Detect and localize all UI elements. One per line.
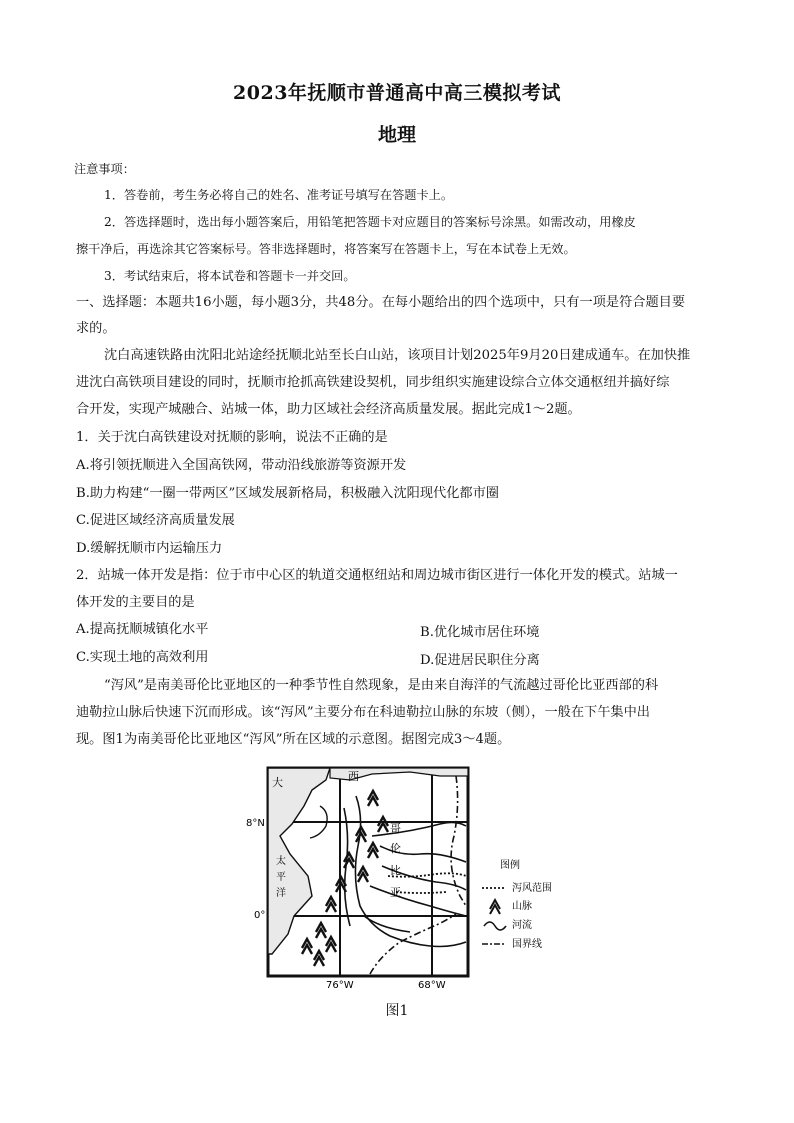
- option-b: B.助力构建“一圈一带两区”区域发展新格局，积极融入沈阳现代化都市圈: [76, 486, 499, 501]
- latitude-label: 0°: [254, 910, 266, 921]
- rivers: [344, 796, 466, 947]
- sea-label: 西: [348, 770, 359, 783]
- notice-item: 擦干净后，再选涂其它答案标号。答非选择题时，将答案写在答题卡上，写在本试卷上无效。: [76, 242, 576, 256]
- passage-line: 现。图1为南美哥伦比亚地区“泻风”所在区域的示意图。据图完成3～4题。: [76, 732, 511, 747]
- passage-line: 沈白高速铁路由沈阳北站途经抚顺北站至长白山站，该项目计划2025年9月20日建成通车。在加快推: [104, 348, 691, 363]
- question-stem: 2．站城一体开发是指：位于市中心区的轨道交通枢纽站和周边城市街区进行一体化开发的模式。站城一: [76, 568, 678, 583]
- option-c: C.实现土地的高效利用: [76, 650, 209, 665]
- sea-label: 大: [272, 776, 283, 789]
- option-d: D.促进居民职住分离: [420, 653, 540, 668]
- option-a: A.将引领抚顺进入全国高铁网，带动沿线旅游等资源开发: [76, 458, 407, 473]
- question-stem: 体开发的主要目的是: [76, 595, 195, 610]
- legend-item: 河流: [512, 920, 532, 931]
- pacific-label: 太: [276, 856, 286, 867]
- notice-heading: 注意事项：: [74, 162, 135, 176]
- option-a: A.提高抚顺城镇化水平: [76, 622, 209, 637]
- map-legend: [482, 858, 552, 950]
- country-label: 亚: [390, 886, 401, 899]
- legend-mountain-symbol: [490, 900, 500, 914]
- notice-item: 3．考试结束后，将本试卷和答题卡一并交回。: [104, 269, 356, 283]
- latitude-label: 8°N: [246, 818, 265, 829]
- option-c: C.促进区域经济高质量发展: [76, 513, 235, 528]
- figure-caption: 图1: [385, 1003, 409, 1019]
- section-heading: 求的。: [76, 321, 116, 336]
- passage-line: 迪勒拉山脉后快速下沉而形成。该“泻风”主要分布在科迪勒拉山脉的东坡（侧），一般在下午集中出: [76, 705, 650, 720]
- section-heading: 一、选择题：本题共16小题，每小题3分，共48分。在每小题给出的四个选项中，只有一项是符合题目要: [76, 295, 686, 310]
- longitude-label: 68°W: [418, 980, 446, 991]
- legend-river-symbol: [484, 922, 506, 930]
- map-svg: [246, 766, 560, 996]
- notice-item: 1．答卷前，考生务必将自己的姓名、准考证号填写在答题卡上。: [104, 188, 454, 202]
- legend-title: 图例: [500, 860, 520, 871]
- country-label: 哥: [390, 822, 401, 835]
- passage-line: “泻风”是南美哥伦比亚地区的一种季节性自然现象，是由来自海洋的气流越过哥伦比亚西部的科: [104, 678, 659, 693]
- legend-item: 国界线: [512, 939, 542, 950]
- option-d: D.缓解抚顺市内运输压力: [76, 541, 223, 556]
- legend-item: 山脉: [512, 901, 532, 912]
- legend-item: 泻风范围: [512, 883, 552, 894]
- pacific-label: 平: [276, 872, 286, 883]
- country-label: 比: [390, 864, 401, 877]
- longitude-label: 76°W: [326, 980, 354, 991]
- notice-item: 2．答选择题时，选出每小题答案后，用铅笔把答题卡对应题目的答案标号涂黑。如需改动，用橡皮: [104, 215, 636, 229]
- exam-title: 2023年抚顺市普通高中高三模拟考试: [233, 82, 561, 104]
- passage-line: 合开发，实现产城融合、站城一体，助力区域社会经济高质量发展。据此完成1～2题。: [76, 402, 581, 417]
- option-b: B.优化城市居住环境: [420, 625, 540, 640]
- question-stem: 1．关于沈白高铁建设对抚顺的影响，说法不正确的是: [76, 430, 388, 445]
- country-label: 伦: [390, 842, 401, 855]
- pacific-label: 洋: [276, 888, 286, 899]
- map-figure: [246, 766, 560, 996]
- exam-subject: 地理: [377, 124, 416, 146]
- passage-line: 进沈白高铁项目建设的同时，抚顺市抢抓高铁建设契机，同步组织实施建设综合立体交通枢纽并搞好综: [76, 375, 670, 390]
